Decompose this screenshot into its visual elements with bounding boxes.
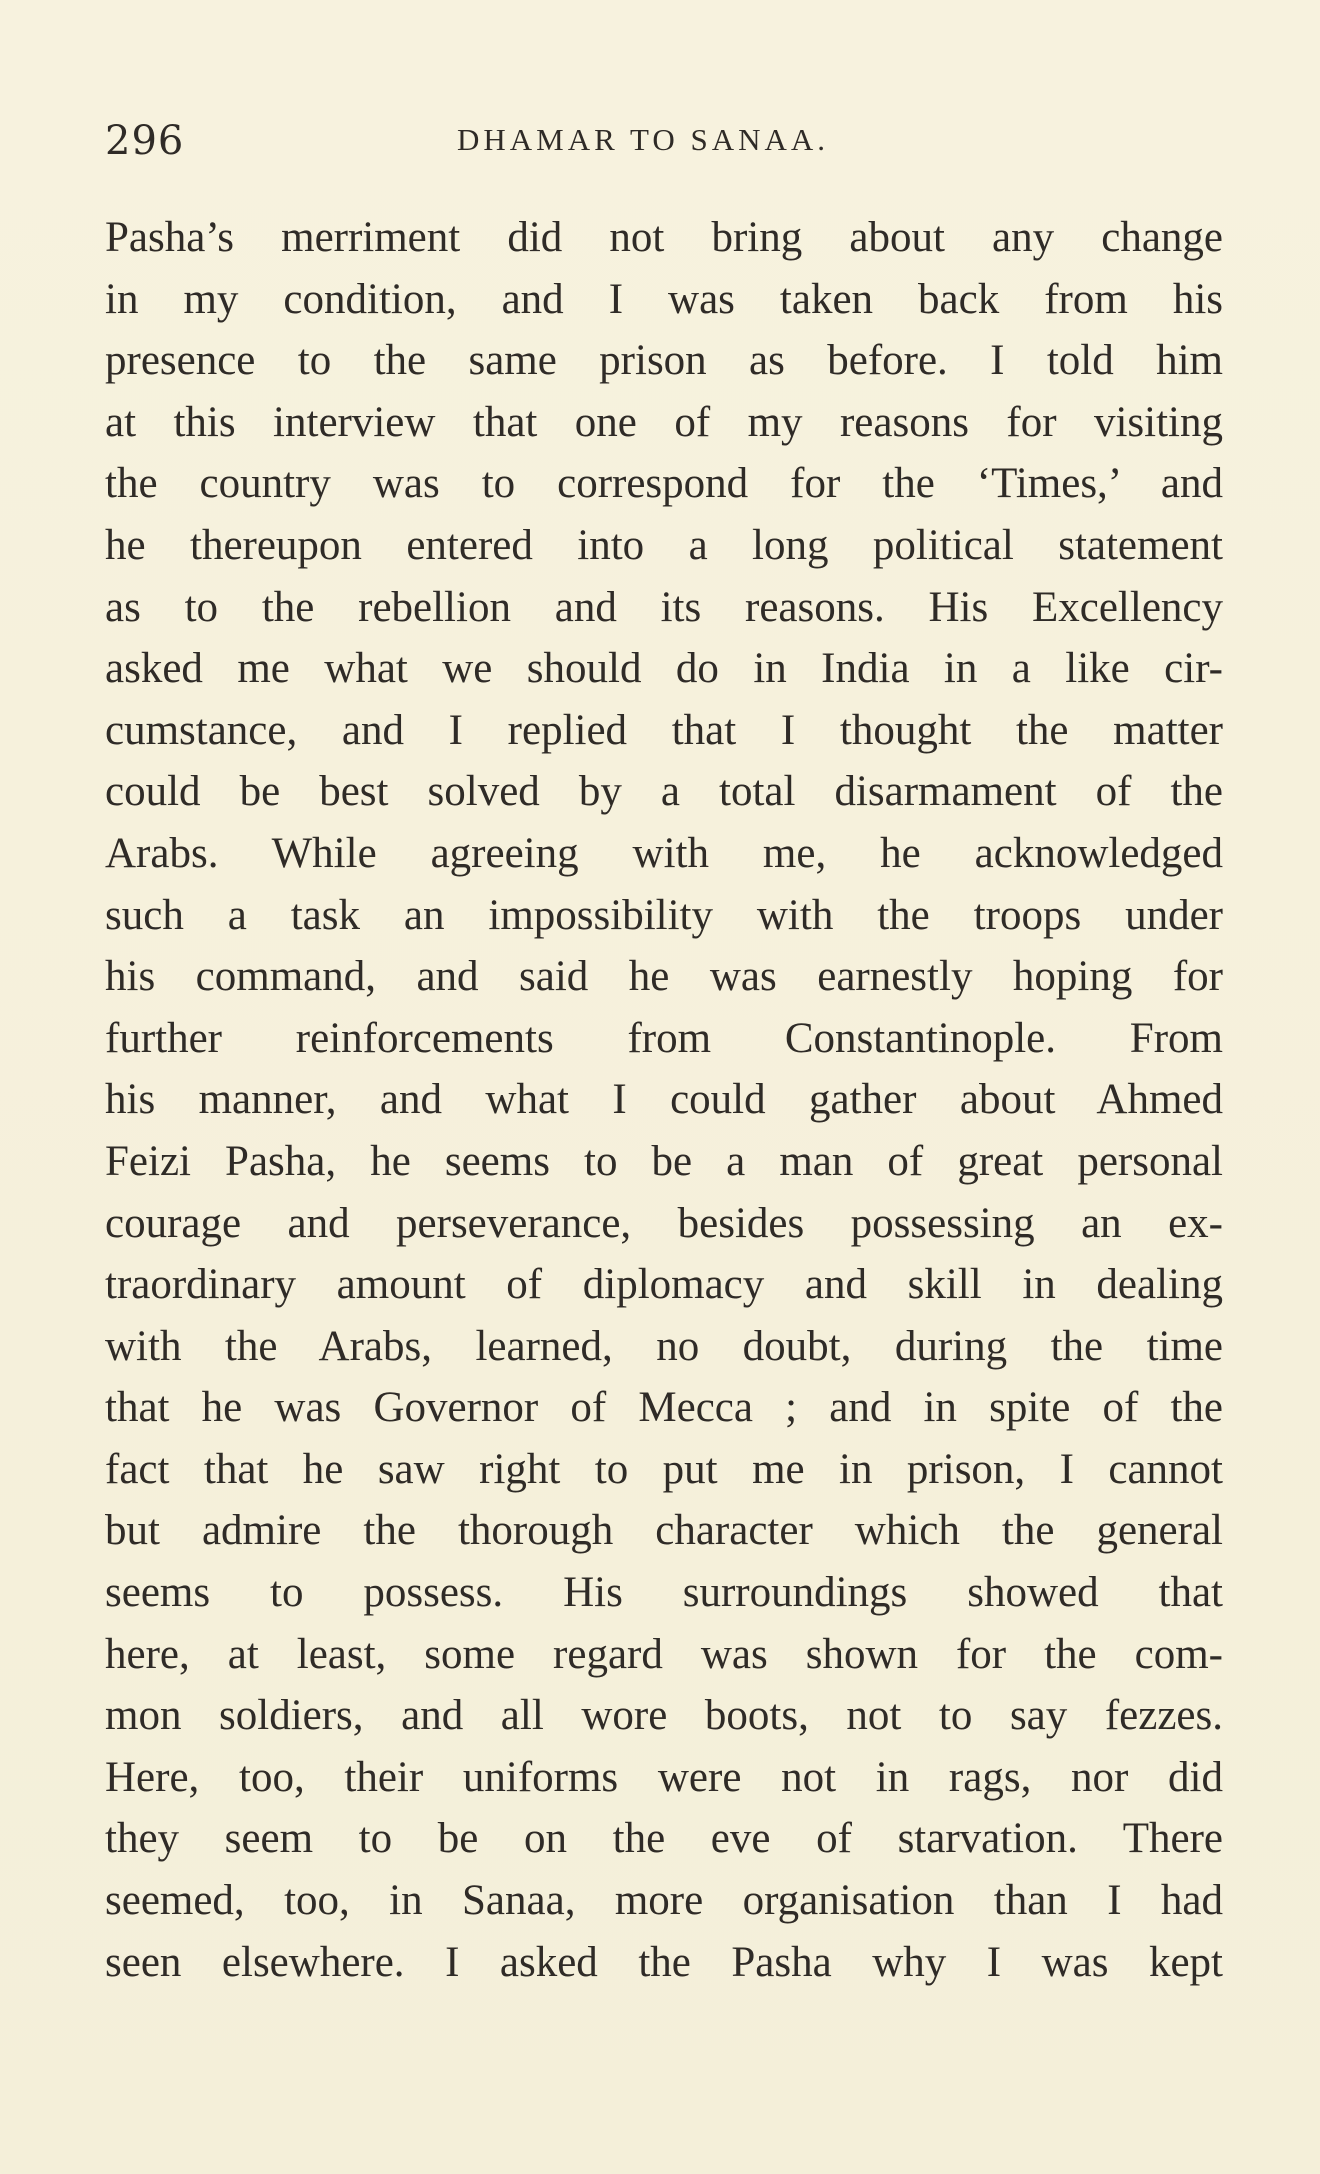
text-line: could be best solved by a total disarmament of the <box>105 768 1223 816</box>
text-line: the country was to correspond for the ‘Times,’ and <box>105 460 1223 508</box>
text-line: but admire the thorough character which the general <box>105 1507 1223 1555</box>
page-number: 296 <box>105 118 185 164</box>
text-line: asked me what we should do in India in a like cir- <box>105 645 1223 693</box>
text-line: at this interview that one of my reasons for visiting <box>105 398 1223 446</box>
text-line: as to the rebellion and its reasons. His Excellency <box>105 583 1223 631</box>
text-line: with the Arabs, learned, no doubt, during the time <box>105 1322 1223 1370</box>
text-line: traordinary amount of diplomacy and skill in dealing <box>105 1261 1223 1309</box>
text-line: Feizi Pasha, he seems to be a man of great personal <box>105 1137 1223 1185</box>
page-header <box>105 118 1223 168</box>
text-line: they seem to be on the eve of starvation. There <box>105 1815 1223 1863</box>
text-line: Here, too, their uniforms were not in rags, nor did <box>105 1753 1223 1801</box>
text-line: that he was Governor of Mecca ; and in spite of the <box>105 1384 1223 1432</box>
text-line: fact that he saw right to put me in prison, I cannot <box>105 1445 1223 1493</box>
running-head: DHAMAR TO SANAA. <box>457 122 830 157</box>
text-line: Arabs. While agreeing with me, he acknowledged <box>105 829 1223 877</box>
text-line: seemed, too, in Sanaa, more organisation than I had <box>105 1877 1223 1925</box>
text-line: seems to possess. His surroundings showed that <box>105 1569 1223 1617</box>
text-line: cumstance, and I replied that I thought the matter <box>105 706 1223 754</box>
text-line: here, at least, some regard was shown for the com- <box>105 1630 1223 1678</box>
text-line: Pasha’s merriment did not bring about any change <box>105 214 1223 261</box>
text-line: courage and perseverance, besides possessing an ex- <box>105 1199 1223 1247</box>
text-line: his manner, and what I could gather about Ahmed <box>105 1076 1223 1124</box>
text-line: his command, and said he was earnestly hoping for <box>105 953 1223 1001</box>
text-line: he thereupon entered into a long political statement <box>105 521 1223 569</box>
text-line: further reinforcements from Constantinople. From <box>105 1014 1223 1062</box>
text-line: seen elsewhere. I asked the Pasha why I was kept <box>105 1938 1223 1986</box>
text-line: mon soldiers, and all wore boots, not to say fezzes. <box>105 1692 1223 1740</box>
text-line: presence to the same prison as before. I told him <box>105 337 1223 385</box>
body-text <box>105 207 1223 1993</box>
text-line: such a task an impossibility with the troops under <box>105 891 1223 939</box>
text-line: in my condition, and I was taken back from his <box>105 275 1223 323</box>
